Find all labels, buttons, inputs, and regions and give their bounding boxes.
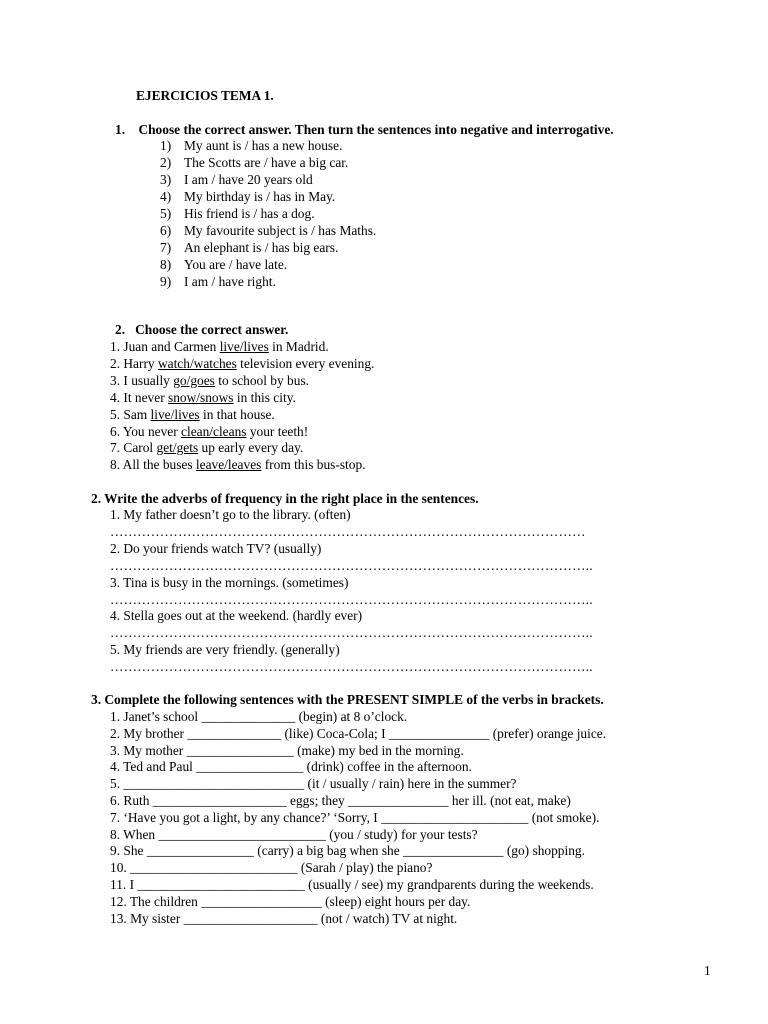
list-item xyxy=(160,188,335,205)
list-item: 4. Ted and Paul ________________ (drink) coffee in the afternoon. xyxy=(110,759,472,775)
list-item: 10. _________________________ (Sarah / play) the piano? xyxy=(110,860,433,876)
list-item: 7. ‘Have you got a light, by any chance?’ ‘Sorry, I ______________________ (not smoke). xyxy=(110,809,600,825)
answer-dotted-line: …………………………………………………………………………………………… xyxy=(110,524,586,539)
underlined-choice: live/lives xyxy=(150,406,200,422)
answer-dotted-line: …………………………………………………………………………………………….. xyxy=(110,625,593,641)
exercise-2a-heading xyxy=(115,321,288,338)
page-number: 1 xyxy=(704,963,711,978)
item-number: 1) xyxy=(160,138,172,153)
list-item xyxy=(160,171,313,188)
item-text: My birthday is / has in May. xyxy=(184,189,336,204)
list-item: 1. Janet’s school ______________ (begin) at 8 o’clock. xyxy=(110,709,408,724)
list-item xyxy=(160,273,276,290)
exercise-2a-heading-text: Choose the correct answer. xyxy=(135,322,289,337)
exercise-2b-heading: 2. Write the adverbs of frequency in the right place in the sentences. xyxy=(91,491,479,506)
list-item: 13. My sister ____________________ (not / watch) TV at night. xyxy=(110,910,458,926)
list-item xyxy=(110,439,303,456)
list-item: 3. My mother ________________ (make) my bed in the morning. xyxy=(110,742,464,758)
question-line: 3. Tina is busy in the mornings. (sometimes) xyxy=(110,574,349,590)
list-item xyxy=(160,239,338,256)
underlined-choice: go/goes xyxy=(173,372,215,388)
item-text: I am / have right. xyxy=(184,274,276,289)
item-suffix: in that house. xyxy=(199,406,275,422)
list-item xyxy=(160,205,315,222)
item-number: 9) xyxy=(160,274,172,289)
list-item xyxy=(160,222,376,239)
question-line: 1. My father doesn’t go to the library. (often) xyxy=(110,507,351,522)
item-number: 2) xyxy=(160,155,172,170)
item-text: My aunt is / has a new house. xyxy=(184,138,343,153)
item-suffix: in Madrid. xyxy=(268,339,329,354)
list-item: 9. She ________________ (carry) a big bag when she _______________ (go) shopping. xyxy=(110,843,585,859)
exercise-1-heading-text: Choose the correct answer. Then turn the sentences into negative and interrogative. xyxy=(138,122,614,137)
underlined-choice: leave/leaves xyxy=(195,457,262,473)
item-suffix: up early every day. xyxy=(198,440,304,456)
item-prefix: 7. Carol xyxy=(110,440,157,456)
item-suffix: to school by bus. xyxy=(214,372,309,388)
question-line: 4. Stella goes out at the weekend. (hardly ever) xyxy=(110,608,363,624)
underlined-choice: get/gets xyxy=(156,440,199,456)
answer-dotted-line: …………………………………………………………………………………………….. xyxy=(110,591,593,607)
list-item: 5. ___________________________ (it / usually / rain) here in the summer? xyxy=(110,776,517,792)
list-item xyxy=(160,256,287,273)
list-item xyxy=(160,137,342,154)
item-prefix: 5. Sam xyxy=(110,406,151,422)
list-item: 6. Ruth ____________________ eggs; they _______________ her ill. (not eat, make) xyxy=(110,793,571,808)
item-text: I am / have 20 years old xyxy=(184,172,313,187)
question-line: 5. My friends are very friendly. (generally) xyxy=(110,642,340,658)
item-prefix: 1. Juan and Carmen xyxy=(110,339,220,354)
item-number: 6) xyxy=(160,223,172,238)
item-prefix: 4. It never xyxy=(110,389,169,405)
exercise-1-heading xyxy=(115,121,614,138)
list-item: 11. I _________________________ (usually / see) my grandparents during the weekends. xyxy=(110,877,594,892)
item-text: You are / have late. xyxy=(184,257,288,272)
item-text: The Scotts are / have a big car. xyxy=(184,155,349,170)
item-suffix: your teeth! xyxy=(246,423,309,439)
list-item xyxy=(110,338,329,355)
item-number: 7) xyxy=(160,240,172,255)
list-item xyxy=(160,154,348,171)
item-prefix: 8. All the buses xyxy=(110,457,196,473)
item-suffix: from this bus-stop. xyxy=(261,457,366,473)
list-item: 12. The children __________________ (sleep) eight hours per day. xyxy=(110,893,471,909)
question-line: 2. Do your friends watch TV? (usually) xyxy=(110,540,322,556)
item-prefix: 3. I usually xyxy=(110,372,174,388)
item-text: My favourite subject is / has Maths. xyxy=(184,223,377,238)
list-item xyxy=(110,372,309,389)
item-number: 4) xyxy=(160,189,172,204)
list-item xyxy=(110,406,275,423)
list-item: 2. My brother ______________ (like) Coca-Cola; I _______________ (prefer) orange juice. xyxy=(110,725,607,741)
list-item xyxy=(110,456,366,473)
exercise-1-number: 1. xyxy=(115,122,126,137)
answer-dotted-line: …………………………………………………………………………………………….. xyxy=(110,557,593,573)
list-item: 8. When _________________________ (you / study) for your tests? xyxy=(110,826,478,842)
exercise-2a-number: 2. xyxy=(115,322,126,337)
item-prefix: 6. You never xyxy=(110,423,182,439)
item-number: 5) xyxy=(160,206,172,221)
item-number: 8) xyxy=(160,257,172,272)
underlined-choice: clean/cleans xyxy=(181,423,247,439)
item-prefix: 2. Harry xyxy=(110,355,158,371)
list-item xyxy=(110,355,374,372)
item-suffix: television every evening. xyxy=(236,355,375,371)
page-title: EJERCICIOS TEMA 1. xyxy=(136,88,274,103)
underlined-choice: snow/snows xyxy=(168,389,234,405)
item-suffix: in this city. xyxy=(233,389,296,405)
exercise-3-heading: 3. Complete the following sentences with the PRESENT SIMPLE of the verbs in brackets. xyxy=(91,692,604,707)
item-number: 3) xyxy=(160,172,172,187)
answer-dotted-line: …………………………………………………………………………………………….. xyxy=(110,659,593,675)
underlined-choice: live/lives xyxy=(219,339,269,354)
item-text: An elephant is / has big ears. xyxy=(184,240,339,255)
item-text: His friend is / has a dog. xyxy=(184,206,315,221)
list-item xyxy=(110,389,296,406)
list-item xyxy=(110,423,308,440)
underlined-choice: watch/watches xyxy=(157,355,237,371)
